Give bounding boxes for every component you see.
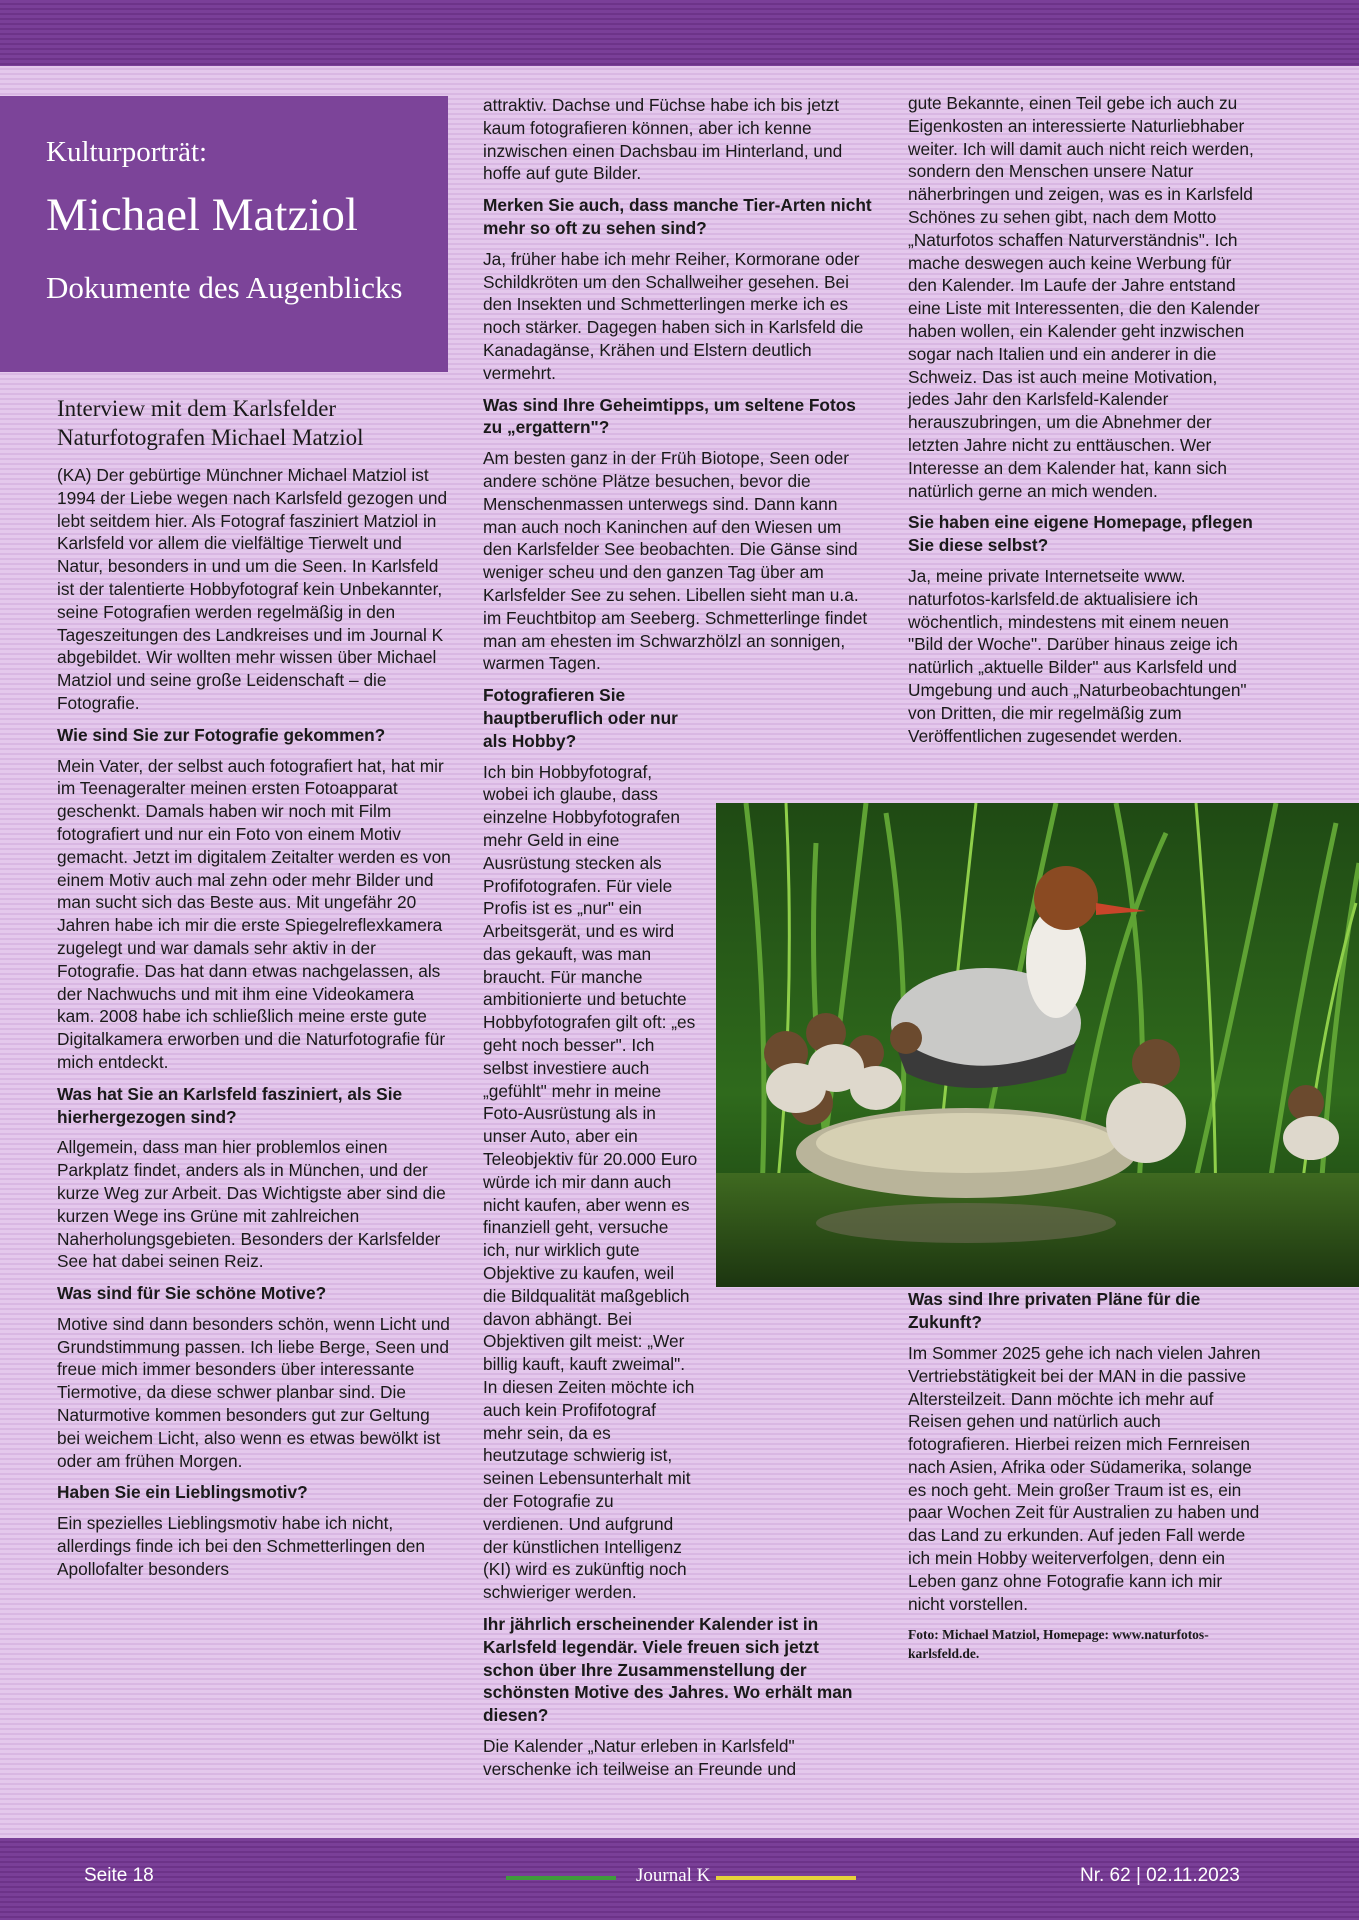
photo-credit: Foto: Michael Matziol, Homepage: www.naturfotos-karlsfeld.de.: [908, 1627, 1209, 1662]
question-3: Was sind für Sie schöne Motive?: [57, 1283, 327, 1304]
question-4: Haben Sie ein Lieblingsmotiv?: [57, 1482, 308, 1503]
footer-green-line: [506, 1876, 616, 1880]
answer-4: Ein spezielles Lieblingsmotiv habe ich nicht, allerdings finde ich bei den Schmetterlingen den Apollofalter besonders: [57, 1513, 425, 1579]
intro-paragraph: (KA) Der gebürtige Münchner Michael Matziol ist 1994 der Liebe wegen nach Karlsfeld gezogen und lebt seitdem hier. Als Fotograf fasziniert Matziol in Karlsfeld vor allem die vielfältige Tierwelt und Natur, besonders in und um die Seen. In Karlsfeld ist der talentierte Hobbyfotograf kein Unbekannter, seine Fotografien werden regelmäßig in den Tageszeitungen des Landkreises und im Journal K abgebildet. Wir wollten mehr wissen über Michael Matziol und seine große Leidenschaft – die Fotografie.: [57, 465, 448, 713]
question-5: Merken Sie auch, dass manche Tier-Arten nicht mehr so oft zu sehen sind?: [483, 195, 872, 238]
question-10: Was sind Ihre privaten Pläne für die Zukunft?: [908, 1289, 1201, 1333]
answer-8: Die Kalender „Natur erleben in Karlsfeld" verschenke ich teilweise an Freunde und: [483, 1735, 797, 1779]
intro-heading: Interview mit dem Karlsfelder Naturfotografen Michael Matziol: [57, 396, 364, 450]
title-box: [0, 96, 448, 372]
footer-issue-date: Nr. 62 | 02.11.2023: [1080, 1865, 1240, 1886]
article-kicker: Kulturporträt:: [46, 136, 208, 168]
answer-3: Motive sind dann besonders schön, wenn Licht und Grundstimmung passen. Ich liebe Berge, Seen und freue mich immer besonders über interessante Tiermotive, da diese schwer planbar sind. Die Naturmotive kommen besonders gut zur Geltung bei weichem Licht, also wenn es etwas bewölkt ist oder am frühen Morgen.: [57, 1313, 450, 1471]
top-decor-band: [0, 0, 1359, 66]
question-6: Was sind Ihre Geheimtipps, um seltene Fotos zu „ergattern"?: [483, 394, 856, 438]
question-2: Was hat Sie an Karlsfeld fasziniert, als Sie hierhergezogen sind?: [57, 1083, 403, 1127]
answer-1: Mein Vater, der selbst auch fotografiert hat, hat mir im Teenageralter meinen ersten Fotoapparat geschenkt. Damals haben wir noch mit Film fotografiert und nur ein Foto von einem Motiv gemacht. Jetzt im digitalem Zeitalter werden es von einem Motiv auch mal zehn oder mehr Bilder und man sucht sich das Beste aus. Mit ungefähr 20 Jahren habe ich mir die erste Spiegelreflexkamera zugelegt und war damals sehr aktiv in der Fotografie. Das hat dann etwas nachgelassen, als der Nachwuchs und mit ihm eine Videokamera kam. 2008 habe ich schließlich meine erste gute Digitalkamera erworben und die Naturfotografie für mich entdeckt.: [57, 755, 451, 1072]
question-9: Sie haben eine eigene Homepage, pflegen Sie diese selbst?: [908, 512, 1253, 556]
answer-7: Ich bin Hobbyfotograf, wobei ich glaube, dass einzelne Hobbyfotografen mehr Geld in eine Ausrüstung stecken als Profifotografen. Für viele Profis ist es „nur" ein Arbeitsgerät, und es wird das gekauft, was man braucht. Für manche ambitionierte und betuchte Hobbyfotografen gilt oft: „es geht noch besser". Ich selbst investiere auch „gefühlt" mehr in meine Foto-Ausrüstung als in unser Auto, aber ein Teleobjektiv für 20.000 Euro würde ich mir dann auch nicht kaufen, aber wenn es finanziell geht, versuche ich, nur wirklich gute Objektive zu kaufen, weil die Bildqualität maßgeblich davon abhängt. Bei Objektiven gilt meist: „Wer billig kauft, kauft zweimal". In diesen Zeiten möchte ich auch kein Profifotograf mehr sein, da es heutzutage schwierig ist, seinen Lebensunterhalt mit der Fotografie zu verdienen. Und aufgrund der künstlichen Intelligenz (KI) wird es zukünftig noch schwieriger werden.: [483, 761, 698, 1603]
article-subtitle: Dokumente des Augenblicks: [46, 270, 403, 305]
question-1: Wie sind Sie zur Fotografie gekommen?: [57, 724, 386, 745]
answer-4-continued: attraktiv. Dachse und Füchse habe ich bis jetzt kaum fotografieren können, aber ich kenne inzwischen einen Dachsbau im Hinterland, und hoffe auf gute Bilder.: [483, 95, 843, 184]
footer-journal-name: Journal K: [636, 1865, 711, 1886]
question-7: Fotografieren Sie hauptberuflich oder nur als Hobby?: [483, 685, 678, 751]
answer-8-continued: gute Bekannte, einen Teil gebe ich auch zu Eigenkosten an interessierte Naturliebhaber weiter. Ich will damit auch nicht reich werden, sondern den Menschen unsere Natur näherbringen und zeigen, was es in Karlsfeld Schönes zu sehen gibt, nach dem Motto „Naturfotos schaffen Naturverständnis". Ich mache deswegen auch keine Werbung für den Kalender. Im Laufe der Jahre entstand eine Liste mit Interessenten, die den Kalender haben wollen, ein Kalender geht inzwischen sogar nach Italien und ein anderer in die Schweiz. Das ist auch meine Motivation, jedes Jahr den Karlsfeld-Kalender herauszubringen, um die Abnehmer der letzten Jahre nicht zu enttäuschen. Wer Interesse an dem Kalender hat, kann sich natürlich gerne an mich wenden.: [908, 93, 1260, 501]
answer-9: Ja, meine private Internetseite www. naturfotos-karlsfeld.de aktualisiere ich wöchentlich, mindestens mit einem neuen "Bild der Woche". Darüber hinaus zeige ich natürlich „aktuelle Bilder" aus Karlsfeld und Umgebung und auch „Naturbeobachtungen" von Dritten, die mir regelmäßig zum Veröffentlichen zugesendet werden.: [908, 565, 1247, 746]
duck-family-photo: [716, 803, 1359, 1287]
footer-yellow-line: [716, 1876, 856, 1880]
answer-6: Am besten ganz in der Früh Biotope, Seen oder andere schöne Plätze besuchen, bevor die Menschenmassen unterwegs sind. Dann kann man auch noch Kaninchen auf den Wiesen um den Karlsfelder See beobachten. Die Gänse sind weniger scheu und den ganzen Tag über am Karlsfelder See zu sehen. Libellen sieht man u.a. im Feuchtbitop am Seeberg. Schmetterlinge findet man am ehesten im Schwarzhölzl an sonnigen, warmen Tagen.: [483, 448, 868, 674]
column-1: [57, 464, 452, 1581]
answer-2: Allgemein, dass man hier problemlos einen Parkplatz findet, anders als in München, und der kurze Weg zur Arbeit. Das Wichtigste aber sind die kurzen Wege ins Grüne mit zahlreichen Naherholungsgebieten. Besonders der Karlsfelder See hat dabei seinen Reiz.: [57, 1137, 446, 1272]
question-8: Ihr jährlich erscheinender Kalender ist in Karlsfeld legendär. Viele freuen sich jetzt schon über Ihre Zusammenstellung der schönsten Motive des Jahres. Wo erhält man diesen?: [483, 1614, 853, 1726]
article-title: Michael Matziol: [46, 189, 358, 241]
answer-5: Ja, früher habe ich mehr Reiher, Kormorane oder Schildkröten um den Schallweiher gesehen. Bei den Insekten und Schmetterlingen merke ich es noch stärker. Dagegen haben sich in Karlsfeld die Kanadagänse, Krähen und Elstern deutlich vermehrt.: [483, 248, 864, 383]
footer-page-number: Seite 18: [84, 1865, 154, 1886]
answer-10: Im Sommer 2025 gehe ich nach vielen Jahren Vertriebstätigkeit bei der MAN in die passive Altersteilzeit. Dann möchte ich mehr auf Reisen gehen und natürlich auch fotografieren. Hierbei reizen mich Fernreisen nach Asien, Afrika oder Südamerika, solange es noch geht. Mein großer Traum ist es, ein paar Wochen Zeit für Australien zu haben und das Land zu erkunden. Auf jeden Fall werde ich mein Hobby weiterverfolgen, denn ein Leben ganz ohne Fotografie kann ich mir nicht vorstellen.: [908, 1342, 1261, 1614]
